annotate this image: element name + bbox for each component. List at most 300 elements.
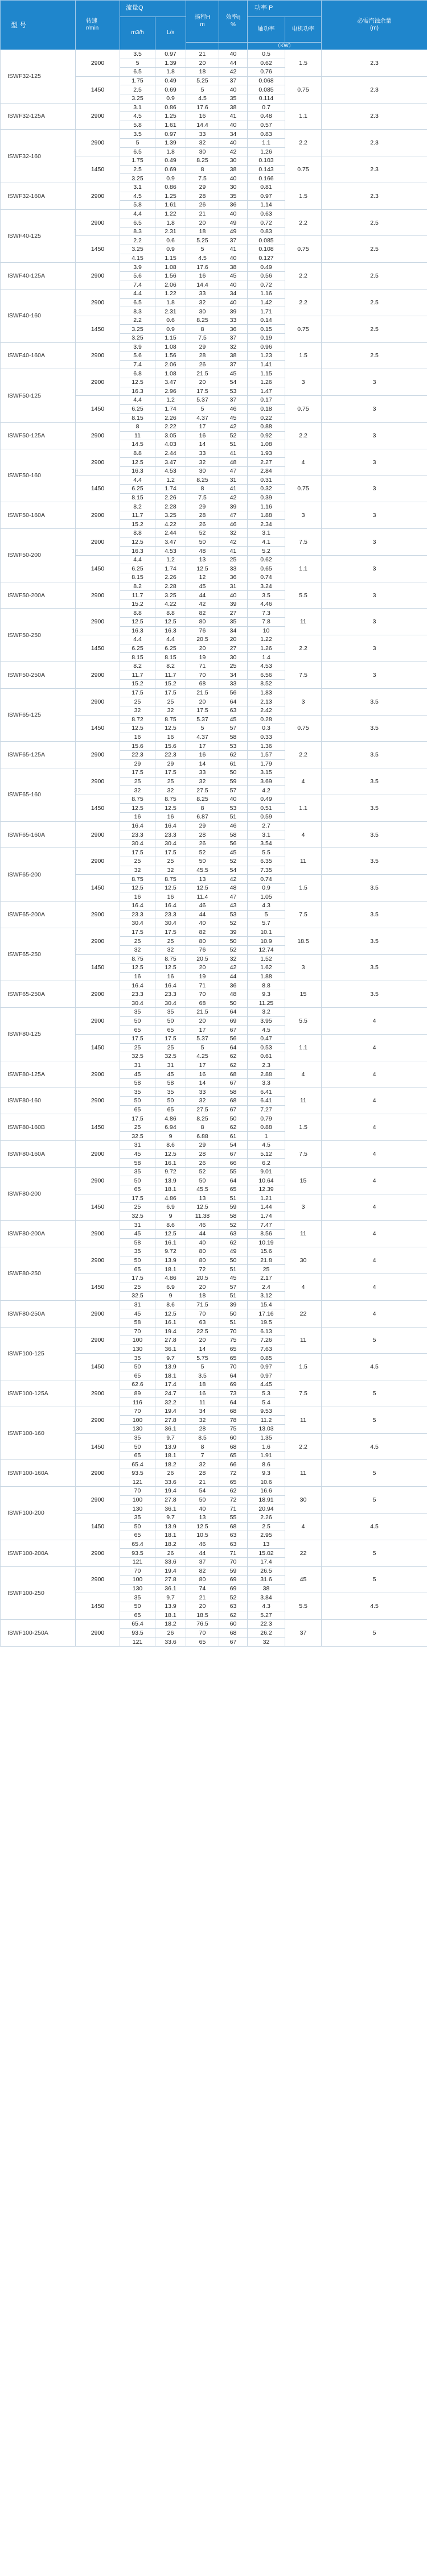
npsh-cell: 2.3 [322, 76, 427, 103]
efficiency-cell: 68 [219, 1097, 248, 1106]
efficiency-cell: 64 [219, 1371, 248, 1380]
flow-m3h-cell: 35 [120, 1247, 155, 1256]
motor-power-cell: 0.75 [285, 76, 322, 103]
efficiency-cell: 66 [219, 1159, 248, 1168]
head-cell: 4.5 [186, 254, 219, 263]
table-row [1, 50, 427, 59]
shaft-power-cell: 4.45 [248, 1380, 285, 1390]
head-cell: 76.5 [186, 1620, 219, 1629]
shaft-power-cell: 3.2 [248, 1008, 285, 1017]
efficiency-cell: 30 [219, 156, 248, 166]
motor-power-cell: 22 [285, 1540, 322, 1566]
efficiency-cell: 63 [219, 1602, 248, 1611]
shaft-power-cell: 2.27 [248, 458, 285, 467]
flow-m3h-cell: 30.4 [120, 999, 155, 1008]
head-cell: 80 [186, 618, 219, 627]
motor-power-cell: 2.2 [285, 130, 322, 156]
shaft-power-cell: 2.42 [248, 706, 285, 715]
shaft-power-cell: 25 [248, 1265, 285, 1274]
efficiency-cell: 40 [219, 121, 248, 130]
efficiency-cell: 78 [219, 1416, 248, 1425]
shaft-power-cell: 1.26 [248, 644, 285, 653]
efficiency-cell: 52 [219, 857, 248, 866]
flow-ls-cell: 12.5 [155, 964, 186, 973]
flow-m3h-cell: 45 [120, 1309, 155, 1318]
flow-m3h-cell: 23.3 [120, 910, 155, 919]
model-cell: ISWF50-200A [1, 582, 76, 609]
speed-cell: 2900 [76, 103, 120, 130]
head-cell: 18 [186, 68, 219, 77]
head-cell: 28 [186, 192, 219, 201]
npsh-cell: 4 [322, 1221, 427, 1247]
flow-ls-cell: 2.31 [155, 227, 186, 236]
efficiency-cell: 71 [219, 1504, 248, 1514]
efficiency-cell: 48 [219, 990, 248, 999]
flow-ls-cell: 15.6 [155, 742, 186, 751]
shaft-power-cell: 17.16 [248, 1309, 285, 1318]
head-cell: 50 [186, 857, 219, 866]
flow-ls-cell: 36.1 [155, 1504, 186, 1514]
flow-m3h-cell: 12.5 [120, 458, 155, 467]
shaft-power-cell: 0.97 [248, 192, 285, 201]
npsh-cell: 3.5 [322, 688, 427, 715]
shaft-power-cell: 0.3 [248, 724, 285, 733]
header-speed [76, 1, 120, 50]
shaft-power-cell: 1.26 [248, 378, 285, 387]
flow-m3h-cell: 2.5 [120, 85, 155, 94]
flow-ls-cell: 4.22 [155, 520, 186, 529]
shaft-power-cell: 15.4 [248, 1300, 285, 1309]
shaft-power-cell: 4.53 [248, 661, 285, 671]
efficiency-cell: 62 [219, 750, 248, 759]
flow-ls-cell: 1.39 [155, 59, 186, 68]
npsh-cell: 2.5 [322, 290, 427, 316]
efficiency-cell: 38 [219, 103, 248, 112]
shaft-power-cell: 4.2 [248, 786, 285, 795]
shaft-power-cell: 3.84 [248, 1593, 285, 1602]
flow-m3h-cell: 8.2 [120, 582, 155, 591]
flow-m3h-cell: 16.3 [120, 547, 155, 556]
flow-m3h-cell: 35 [120, 1593, 155, 1602]
header-motor-power: 电机功率 [285, 17, 322, 43]
flow-m3h-cell: 5.8 [120, 121, 155, 130]
head-cell: 46 [186, 1221, 219, 1230]
efficiency-cell: 63 [219, 1229, 248, 1238]
npsh-cell: 4 [322, 1061, 427, 1088]
flow-m3h-cell: 31 [120, 1221, 155, 1230]
flow-ls-cell: 16.1 [155, 1238, 186, 1247]
flow-m3h-cell: 32 [120, 866, 155, 875]
flow-m3h-cell: 6.5 [120, 68, 155, 77]
flow-m3h-cell: 121 [120, 1557, 155, 1566]
efficiency-cell: 46 [219, 520, 248, 529]
shaft-power-cell: 1.08 [248, 440, 285, 449]
shaft-power-cell: 1.15 [248, 369, 285, 378]
efficiency-cell: 72 [219, 1469, 248, 1478]
flow-ls-cell: 9.7 [155, 1593, 186, 1602]
head-cell: 20 [186, 964, 219, 973]
motor-power-cell: 1.1 [285, 103, 322, 130]
head-cell: 8.25 [186, 156, 219, 166]
flow-m3h-cell: 65.4 [120, 1620, 155, 1629]
flow-m3h-cell: 25 [120, 697, 155, 706]
efficiency-cell: 56 [219, 1034, 248, 1043]
shaft-power-cell: 0.32 [248, 485, 285, 494]
npsh-cell: 3 [322, 449, 427, 475]
flow-ls-cell: 17.5 [155, 1034, 186, 1043]
table-row [1, 183, 427, 192]
motor-power-cell: 2.2 [285, 209, 322, 236]
efficiency-cell: 58 [219, 830, 248, 840]
head-cell: 3.5 [186, 1371, 219, 1380]
shaft-power-cell: 7.63 [248, 1345, 285, 1354]
flow-m3h-cell: 70 [120, 1327, 155, 1336]
efficiency-cell: 32 [219, 954, 248, 964]
npsh-cell: 3 [322, 475, 427, 502]
efficiency-cell: 52 [219, 919, 248, 928]
speed-cell: 2900 [76, 1088, 120, 1114]
head-cell: 20 [186, 1016, 219, 1026]
flow-m3h-cell: 35 [120, 1433, 155, 1442]
shaft-power-cell: 0.72 [248, 218, 285, 228]
head-cell: 21 [186, 50, 219, 59]
npsh-cell: 2.5 [322, 316, 427, 342]
efficiency-cell: 40 [219, 254, 248, 263]
shaft-power-cell: 5.2 [248, 547, 285, 556]
efficiency-cell: 40 [219, 50, 248, 59]
efficiency-cell: 71 [219, 1549, 248, 1558]
flow-ls-cell: 4.86 [155, 1114, 186, 1123]
npsh-cell: 4 [322, 1167, 427, 1194]
flow-ls-cell: 12.5 [155, 804, 186, 813]
shaft-power-cell: 15.6 [248, 1247, 285, 1256]
motor-power-cell: 30 [285, 1487, 322, 1514]
flow-m3h-cell: 11.7 [120, 511, 155, 520]
head-cell: 20 [186, 644, 219, 653]
shaft-power-cell: 2.17 [248, 1273, 285, 1283]
flow-ls-cell: 0.6 [155, 316, 186, 325]
motor-power-cell: 1.5 [285, 50, 322, 77]
table-row [1, 981, 427, 990]
head-cell: 14.4 [186, 121, 219, 130]
efficiency-cell: 44 [219, 59, 248, 68]
efficiency-cell: 37 [219, 334, 248, 343]
speed-cell: 2900 [76, 1300, 120, 1327]
npsh-cell: 3.5 [322, 875, 427, 902]
npsh-cell: 5 [322, 1487, 427, 1514]
efficiency-cell: 35 [219, 94, 248, 103]
flow-m3h-cell: 5.8 [120, 201, 155, 210]
shaft-power-cell: 3.3 [248, 1078, 285, 1088]
speed-cell: 1450 [76, 1034, 120, 1061]
head-cell: 13 [186, 875, 219, 884]
npsh-cell: 5 [322, 1407, 427, 1433]
head-cell: 14 [186, 1078, 219, 1088]
efficiency-cell: 42 [219, 537, 248, 547]
head-cell: 17.5 [186, 387, 219, 396]
efficiency-cell: 75 [219, 1425, 248, 1434]
shaft-power-cell: 0.61 [248, 1052, 285, 1061]
npsh-cell: 5 [322, 1540, 427, 1566]
shaft-power-cell: 1.16 [248, 502, 285, 511]
efficiency-cell: 41 [219, 245, 248, 254]
head-cell: 10.5 [186, 1531, 219, 1540]
shaft-power-cell: 11.25 [248, 999, 285, 1008]
flow-ls-cell: 3.25 [155, 591, 186, 600]
motor-power-cell: 2.2 [285, 263, 322, 290]
efficiency-cell: 62 [219, 1238, 248, 1247]
speed-cell: 2900 [76, 768, 120, 795]
table-row [1, 742, 427, 751]
npsh-cell: 2.3 [322, 183, 427, 209]
flow-ls-cell: 9 [155, 1132, 186, 1141]
shaft-power-cell: 0.49 [248, 263, 285, 272]
head-cell: 8 [186, 804, 219, 813]
flow-m3h-cell: 130 [120, 1504, 155, 1514]
flow-m3h-cell: 65 [120, 1371, 155, 1380]
head-cell: 11.38 [186, 1211, 219, 1221]
speed-cell: 2900 [76, 422, 120, 449]
flow-ls-cell: 12.5 [155, 1309, 186, 1318]
head-cell: 82 [186, 609, 219, 618]
head-cell: 20 [186, 59, 219, 68]
motor-power-cell: 11 [285, 848, 322, 875]
model-cell: ISWF50-125 [1, 369, 76, 423]
npsh-cell: 3.5 [322, 928, 427, 954]
flow-m3h-cell: 100 [120, 1416, 155, 1425]
shaft-power-cell: 6.35 [248, 857, 285, 866]
shaft-power-cell: 1.91 [248, 1451, 285, 1460]
motor-power-cell: 1.1 [285, 795, 322, 821]
head-cell: 20 [186, 697, 219, 706]
efficiency-cell: 51 [219, 1292, 248, 1301]
flow-m3h-cell: 89 [120, 1389, 155, 1398]
shaft-power-cell: 5 [248, 910, 285, 919]
motor-power-cell: 1.5 [285, 1114, 322, 1141]
head-cell: 32 [186, 458, 219, 467]
shaft-power-cell: 20.94 [248, 1504, 285, 1514]
flow-m3h-cell: 8.2 [120, 502, 155, 511]
flow-m3h-cell: 31 [120, 1141, 155, 1150]
shaft-power-cell: 10.1 [248, 928, 285, 937]
efficiency-cell: 51 [219, 1265, 248, 1274]
shaft-power-cell: 2.84 [248, 466, 285, 475]
speed-cell: 2900 [76, 981, 120, 1008]
npsh-cell: 4 [322, 1008, 427, 1035]
shaft-power-cell: 6.41 [248, 1097, 285, 1106]
flow-m3h-cell: 25 [120, 1123, 155, 1132]
shaft-power-cell: 3.12 [248, 1292, 285, 1301]
table-row [1, 130, 427, 139]
flow-ls-cell: 2.26 [155, 573, 186, 582]
model-cell: ISWF80-125 [1, 1008, 76, 1061]
efficiency-cell: 32 [219, 342, 248, 352]
head-cell: 8.5 [186, 1433, 219, 1442]
head-cell: 46 [186, 902, 219, 911]
head-cell: 32 [186, 1416, 219, 1425]
efficiency-cell: 61 [219, 759, 248, 768]
flow-ls-cell: 1.08 [155, 342, 186, 352]
speed-cell: 2900 [76, 1540, 120, 1566]
efficiency-cell: 40 [219, 280, 248, 290]
efficiency-cell: 38 [219, 352, 248, 361]
flow-ls-cell: 12.5 [155, 1229, 186, 1238]
head-cell: 50 [186, 1176, 219, 1185]
efficiency-cell: 36 [219, 573, 248, 582]
header-shaft-power: 轴功率 [248, 17, 285, 43]
flow-m3h-cell: 25 [120, 1203, 155, 1212]
flow-m3h-cell: 22.3 [120, 750, 155, 759]
flow-ls-cell: 1.25 [155, 112, 186, 121]
npsh-cell: 5 [322, 1566, 427, 1593]
flow-ls-cell: 17.5 [155, 768, 186, 778]
flow-ls-cell: 17.5 [155, 688, 186, 697]
shaft-power-cell: 0.14 [248, 316, 285, 325]
flow-ls-cell: 1.74 [155, 404, 186, 414]
shaft-power-cell: 1.36 [248, 742, 285, 751]
shaft-power-cell: 1.4 [248, 653, 285, 662]
flow-m3h-cell: 8.75 [120, 875, 155, 884]
head-cell: 18 [186, 1292, 219, 1301]
efficiency-cell: 20 [219, 635, 248, 644]
head-cell: 20 [186, 1602, 219, 1611]
head-cell: 37 [186, 1557, 219, 1566]
shaft-power-cell: 7.3 [248, 609, 285, 618]
model-cell: ISWF40-160A [1, 342, 76, 369]
flow-ls-cell: 3.05 [155, 431, 186, 440]
npsh-cell: 4 [322, 1088, 427, 1114]
flow-m3h-cell: 70 [120, 1566, 155, 1576]
efficiency-cell: 39 [219, 599, 248, 609]
speed-cell: 1450 [76, 1273, 120, 1300]
motor-power-cell: 0.75 [285, 715, 322, 742]
flow-m3h-cell: 8.2 [120, 661, 155, 671]
flow-ls-cell: 9.7 [155, 1354, 186, 1363]
flow-ls-cell: 27.8 [155, 1416, 186, 1425]
shaft-power-cell: 0.17 [248, 396, 285, 405]
efficiency-cell: 47 [219, 466, 248, 475]
motor-power-cell: 1.5 [285, 875, 322, 902]
head-cell: 29 [186, 1141, 219, 1150]
flow-m3h-cell: 17.5 [120, 928, 155, 937]
motor-power-cell: 30 [285, 1247, 322, 1274]
flow-ls-cell: 25 [155, 697, 186, 706]
flow-ls-cell: 18.2 [155, 1540, 186, 1549]
shaft-power-cell: 6.41 [248, 1088, 285, 1097]
speed-cell: 1450 [76, 715, 120, 742]
flow-m3h-cell: 130 [120, 1425, 155, 1434]
flow-m3h-cell: 50 [120, 1256, 155, 1265]
shaft-power-cell: 0.39 [248, 493, 285, 502]
speed-cell: 2900 [76, 1141, 120, 1168]
table-row [1, 848, 427, 857]
table-row [1, 1114, 427, 1123]
table-header [1, 1, 427, 50]
head-cell: 46 [186, 1540, 219, 1549]
model-cell: ISWF50-250A [1, 661, 76, 688]
motor-power-cell: 4 [285, 449, 322, 475]
flow-ls-cell: 18.2 [155, 1460, 186, 1469]
model-cell: ISWF32-160 [1, 130, 76, 183]
flow-m3h-cell: 65.4 [120, 1540, 155, 1549]
flow-ls-cell: 23.3 [155, 830, 186, 840]
motor-power-cell: 3 [285, 954, 322, 981]
flow-m3h-cell: 11.7 [120, 591, 155, 600]
flow-ls-cell: 6.9 [155, 1283, 186, 1292]
head-cell: 16 [186, 112, 219, 121]
motor-power-cell: 2.2 [285, 422, 322, 449]
shaft-power-cell: 5.27 [248, 1611, 285, 1620]
shaft-power-cell: 0.51 [248, 804, 285, 813]
efficiency-cell: 35 [219, 192, 248, 201]
efficiency-cell: 58 [219, 733, 248, 742]
flow-ls-cell: 6.9 [155, 1203, 186, 1212]
shaft-power-cell: 8.52 [248, 680, 285, 689]
shaft-power-cell: 0.92 [248, 431, 285, 440]
shaft-power-cell: 3.15 [248, 768, 285, 778]
flow-m3h-cell: 8.15 [120, 653, 155, 662]
flow-ls-cell: 1.8 [155, 298, 186, 307]
efficiency-cell: 69 [219, 1584, 248, 1593]
speed-cell: 2900 [76, 529, 120, 556]
head-cell: 5 [186, 724, 219, 733]
shaft-power-cell: 0.79 [248, 1114, 285, 1123]
flow-m3h-cell: 45 [120, 1150, 155, 1159]
flow-m3h-cell: 15.2 [120, 680, 155, 689]
shaft-power-cell: 0.33 [248, 733, 285, 742]
efficiency-cell: 62 [219, 1611, 248, 1620]
flow-ls-cell: 30.4 [155, 839, 186, 848]
efficiency-cell: 41 [219, 547, 248, 556]
model-cell: ISWF32-125A [1, 103, 76, 130]
table-row [1, 209, 427, 218]
npsh-cell: 2.5 [322, 209, 427, 236]
npsh-cell: 3.5 [322, 715, 427, 742]
head-cell: 6.87 [186, 813, 219, 822]
speed-cell: 2900 [76, 1566, 120, 1593]
head-cell: 32 [186, 138, 219, 147]
efficiency-cell: 70 [219, 1557, 248, 1566]
head-cell: 76 [186, 626, 219, 635]
flow-m3h-cell: 8.15 [120, 414, 155, 423]
shaft-power-cell: 1.83 [248, 688, 285, 697]
head-cell: 40 [186, 1504, 219, 1514]
flow-m3h-cell: 8.15 [120, 573, 155, 582]
shaft-power-cell: 0.72 [248, 280, 285, 290]
flow-m3h-cell: 35 [120, 1167, 155, 1176]
table-row [1, 1487, 427, 1496]
head-cell: 12 [186, 573, 219, 582]
flow-ls-cell: 4.03 [155, 440, 186, 449]
head-cell: 18 [186, 1380, 219, 1390]
npsh-cell: 3 [322, 396, 427, 423]
head-cell: 76 [186, 945, 219, 954]
flow-m3h-cell: 32.5 [120, 1132, 155, 1141]
shaft-power-cell: 0.59 [248, 813, 285, 822]
flow-m3h-cell: 17.5 [120, 1034, 155, 1043]
shaft-power-cell: 0.15 [248, 325, 285, 334]
head-cell: 45 [186, 582, 219, 591]
flow-m3h-cell: 31 [120, 1061, 155, 1070]
flow-ls-cell: 12.5 [155, 724, 186, 733]
flow-ls-cell: 1.39 [155, 138, 186, 147]
table-body [1, 50, 427, 1647]
efficiency-cell: 73 [219, 1389, 248, 1398]
flow-ls-cell: 45 [155, 1070, 186, 1079]
motor-power-cell: 0.75 [285, 156, 322, 183]
head-cell: 12.5 [186, 1522, 219, 1531]
head-cell: 5 [186, 1043, 219, 1052]
